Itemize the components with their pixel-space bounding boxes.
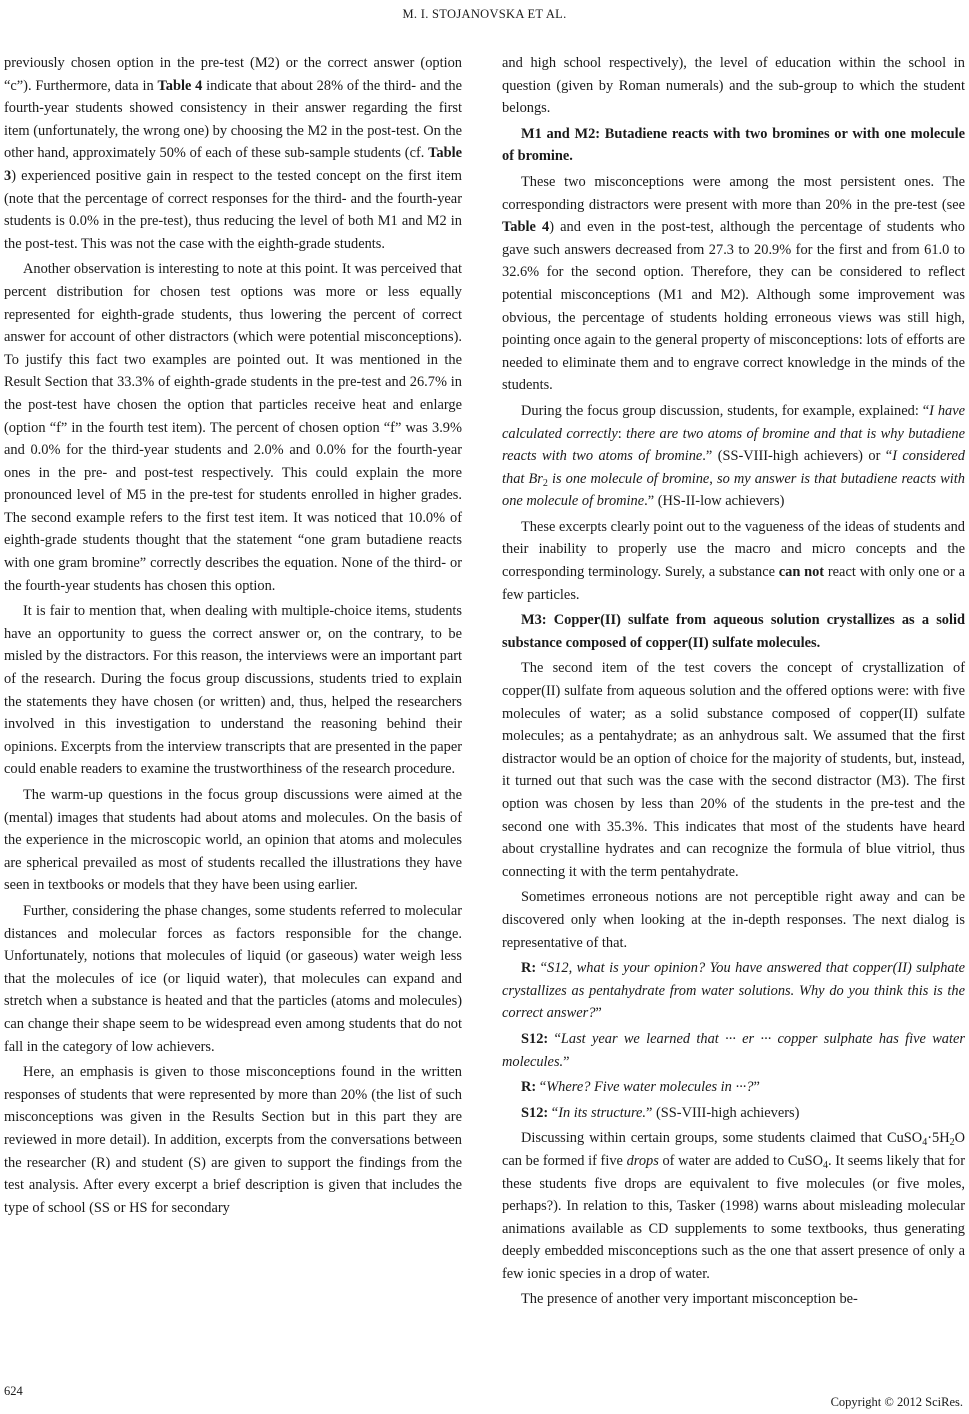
section-heading: M1 and M2: Butadiene reacts with two bromines or with one molecule of bromine. xyxy=(502,125,965,165)
paragraph: and high school respectively), the level of education within the school in question (given by Roman numerals) and the sub-group to which the student belongs. xyxy=(502,55,965,117)
paragraph: The warm-up questions in the focus group discussions were aimed at the (mental) images that students had about atoms and molecules. On the basis of the experience in the microscopic world, an opinion that atoms and molecules are spherical prevailed as most of students recalled the illustrations they have seen in textbooks or models that they have been using earlier. xyxy=(4,787,462,894)
copyright-notice: Copyright © 2012 SciRes. xyxy=(830,1395,963,1409)
paragraph: Sometimes erroneous notions are not perceptible right away and can be discovered only when looking at the in-depth responses. The next dialog is representative of that. xyxy=(502,889,965,951)
dialog-line: R: “Where? Five water molecules in ···?” xyxy=(521,1079,760,1096)
page-number: 624 xyxy=(4,1384,23,1398)
dialog-line: R: “S12, what is your opinion? You have answered that copper(II) sulphate crystallizes as pentahydrate from water solutions. Why do you think this is the correct answer?” xyxy=(502,960,965,1022)
paragraph: Here, an emphasis is given to those misconceptions found in the written responses of students that were represented by more than 20% (the list of such misconceptions was given in the Results Section but in this part they are reviewed in more detail). In addition, excerpts from the conversations between the researcher (R) and student (S) are given to support the findings from the test analysis. After every excerpt a brief description is given that includes the type of school (SS or HS for secondary xyxy=(4,1064,462,1216)
paragraph: Another observation is interesting to note at this point. It was perceived that percent distribution for chosen test options was more or less equally represented for eighth-grade students, thus lowering the percent of correct answer for account of other distractors (which were potential misconceptions). To justify this fact two examples are pointed out. It was mentioned in the Result Section that 33.3% of eighth-grade students in the pre-test and 26.7% in the post-test have chosen the option that particles receive heat and enlarge (option “f” in the fourth test item). The percent of chosen option “f” was 3.9% and 0.0% for the third-year students and 2.0% and 0.0% for the fourth-year ones in the pre- and post-test respectively. This could explain the more pronounced level of M5 in the pre-test for students enrolled in higher grades. The second example refers to the first test item. It was noticed that 10.0% of eighth-grade students thought that the statement “one gram butadiene reacts with one gram bromine” correctly describes the equation. None of the third- or the fourth-year students has chosen this option. xyxy=(4,261,462,594)
left-column xyxy=(4,52,462,1222)
paragraph: previously chosen option in the pre-test (M2) or the correct answer (option “c”). Furthermore, data in Table 4 indicate that about 28% of the third- and the fourth-year students showed consistency in their answer regarding the first item (unfortunately, the wrong one) by choosing the M2 in the post-test. On the other hand, approximately 50% of each of these sub-sample students (cf. Table 3) experienced positive gain in respect to the tested concept on the first item (note that the percentage of correct responses for the third- and the fourth-year students is 0.0% in the pre-test), thus reducing the level of both M1 and M2 in the post-test. This was not the case with the eighth-grade students. xyxy=(4,55,463,252)
paragraph: Further, considering the phase changes, some students referred to molecular distances and molecular forces as factors responsible for the change. Unfortunately, notions that molecules of liquid (or gaseous) water weigh less that the molecules of ice (or liquid water), that molecules can expand and stretch when a substance is heated and that the particles (atoms and molecules) can change their shape seem to be widespread even among students that do not fall in the category of low achievers. xyxy=(4,902,462,1055)
dialog-line: S12: “In its structure.” (SS-VIII-high achievers) xyxy=(521,1104,800,1121)
paragraph: These two misconceptions were among the most persistent ones. The corresponding distractors were present with more than 20% in the pre-test (see Table 4) and even in the post-test, although the percentage of students who gave such answers decreased from 27.3 to 20.9% for the first and from 61.0 to 32.6% for the second option. Therefore, they can be considered to reflect potential misconceptions (M1 and M2). Although some improvement was obvious, the percentage of students holding erroneous views was still high, pointing once again to the general property of misconceptions: lots of efforts are needed to eliminate them and to engrave correct knowledge in the minds of the students. xyxy=(502,173,965,394)
paragraph: During the focus group discussion, students, for example, explained: “I have calculated correctly: there are two atoms of bromine and that is why butadiene reacts with two atoms of bromine.” (SS-VIII-high achievers) or “I considered that $Br_2$ is one molecule of bromine, so my answer is that butadiene reacts with one molecule of bromine.” (HS-II-low achievers) xyxy=(502,402,966,510)
running-header: M. I. STOJANOVSKA ET AL. xyxy=(402,7,567,21)
section-heading: M3: Copper(II) sulfate from aqueous solution crystallizes as a solid substance composed of copper(II) sulfate molecules. xyxy=(502,612,965,651)
paragraph: It is fair to mention that, when dealing with multiple-choice items, students have an opportunity to guess the correct answer or, on the contrary, to be misled by the distractors. For this reason, the interviews were an important part of the research. During the focus group discussions, students tried to explain the statements they have chosen (or written) and, thus, helped the researchers involved in this investigation to understand the reasoning behind their opinions. Excerpts from the interview transcripts that are presented in the paper could enable readers to examine the trustworthiness of the research procedure. xyxy=(4,603,462,778)
paragraph: The presence of another very important misconception be- xyxy=(521,1291,858,1308)
dialog-line: S12: “Last year we learned that ··· er ··· copper sulphate has five water molecules.” xyxy=(502,1030,965,1070)
paragraph: These excerpts clearly point out to the vagueness of the ideas of students and their inability to properly use the macro and micro concepts and the corresponding terminology. Surely, a substance can not react with only one or a few particles. xyxy=(502,518,965,603)
paragraph: Discussing within certain groups, some students claimed that $CuSO_4\cdot 5H_2O$ can be formed if five drops of water are added to CuSO$_4$. It seems likely that for these students five drops are equivalent to five molecules (or five moles, perhaps?). In relation to this, Tasker (1998) warns about misleading molecular animations available as CD supplements to some textbooks, thus generating deeply embedded misconceptions such as the one that assert presence of only a few ionic species in a drop of water. xyxy=(502,1130,966,1282)
right-column xyxy=(502,52,965,1314)
paragraph: The second item of the test covers the concept of crystallization of copper(II) sulfate from aqueous solution and the offered options were: with five molecules of water; as a solid substance composed of copper(II) sulfate molecules; as a pentahydrate; as an anhydrous salt. We assumed that the first distractor would be an option of choice for the majority of students, but, instead, it turned out that such was the case with the second distractor (M3). The first option was chosen by less than 20% of the students in the pre-test and the second one with 35.3%. This indicates that most of the students have heard about crystalline hydrates and can recognize the formula of blue vitriol, thus connecting it with the term pentahydrate. xyxy=(502,660,965,880)
